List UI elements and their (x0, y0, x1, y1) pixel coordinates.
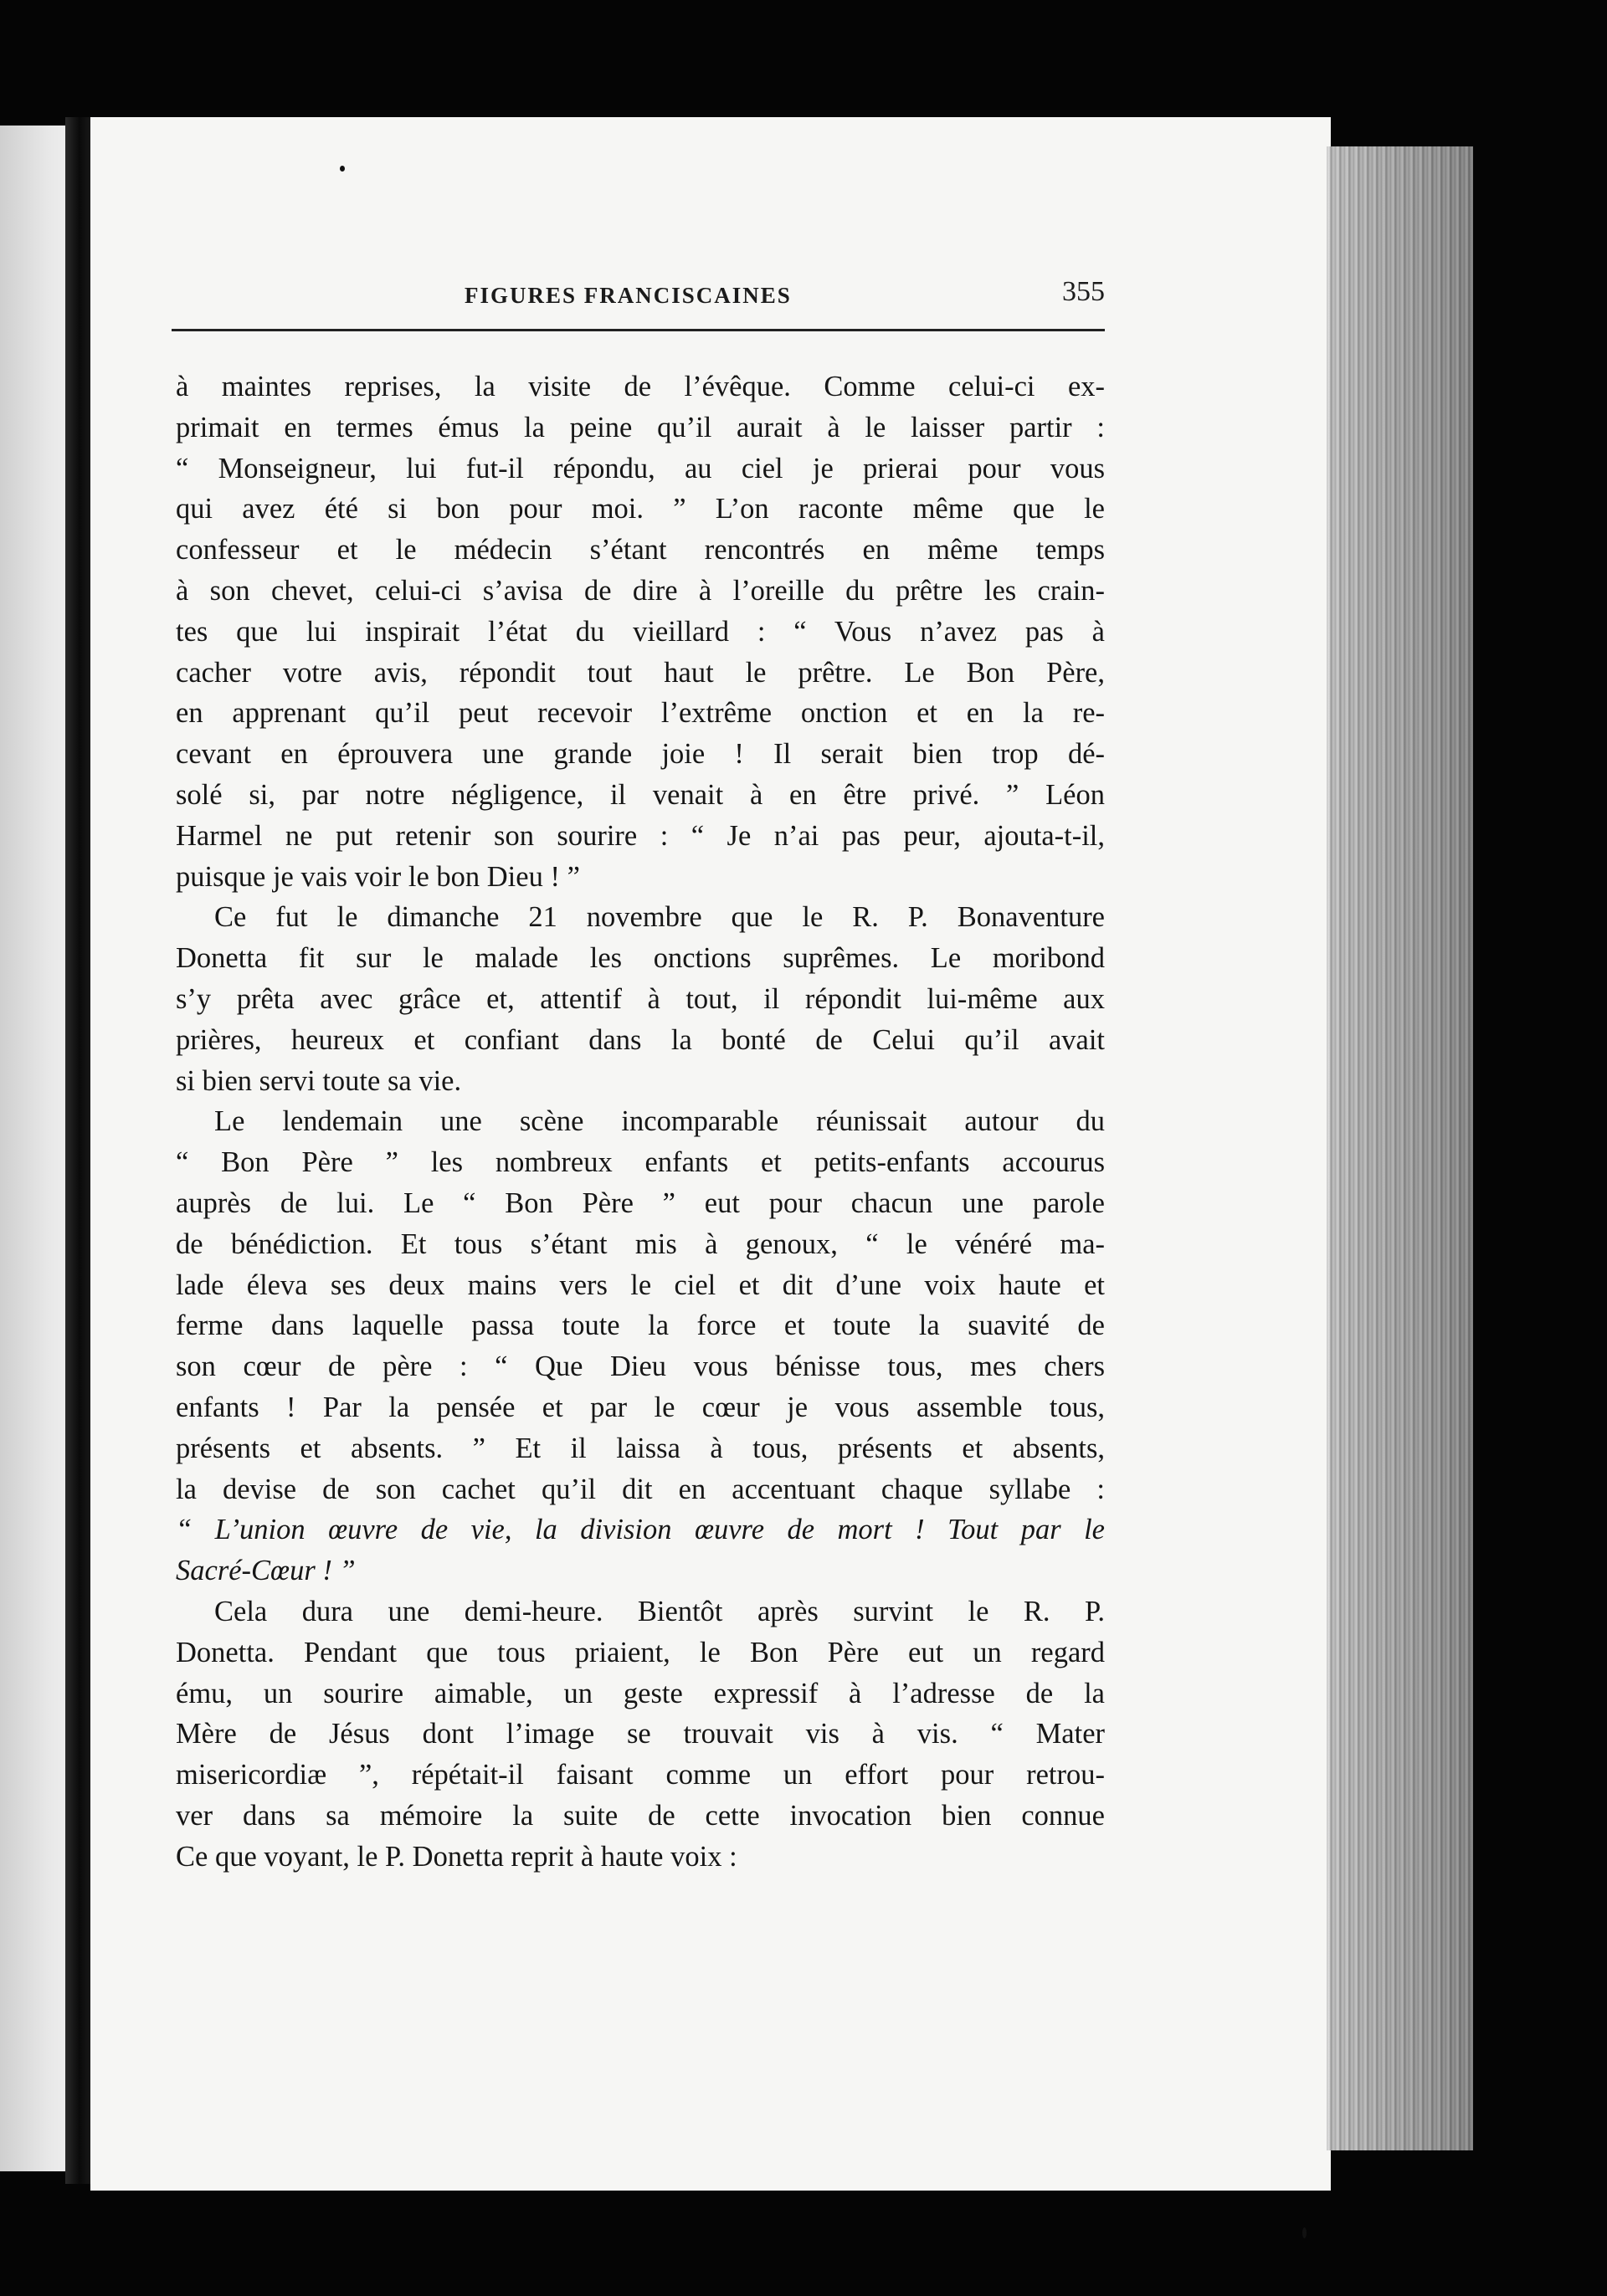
text-line: la devise de son cachet qu’il dit en accentuant chaque syllabe : (176, 1473, 1105, 1505)
text-line: à maintes reprises, la visite de l’évêque. Comme celui-ci ex- (176, 371, 1105, 402)
text-line (176, 1550, 1105, 1591)
text-line: en apprenant qu’il peut recevoir l’extrême onction et en la re- (176, 697, 1105, 730)
text-line: confesseur et le médecin s’étant rencontrés en même temps (176, 534, 1105, 566)
text-line: auprès de lui. Le “ Bon Père ” eut pour chacun une parole (176, 1186, 1105, 1219)
text-line: “ Monseigneur, lui fut-il répondu, au ciel je prierai pour vous (176, 452, 1105, 484)
text-line: Mère de Jésus dont l’image se trouvait vis à vis. “ Mater (176, 1718, 1105, 1750)
text-line: ému, un sourire aimable, un geste expressif à l’adresse de la (176, 1677, 1105, 1709)
text-line: solé si, par notre négligence, il venait à en être privé. ” Léon (176, 778, 1105, 811)
text-line: Cela dura une demi-heure. Bientôt après survint le R. P. (214, 1595, 1105, 1627)
motto-italic: “ L’union œuvre de vie, la division œuvre de mort ! Tout par le (176, 1514, 1105, 1546)
body-text (176, 366, 1105, 1877)
text-line: à son chevet, celui-ci s’avisa de dire à l’oreille du prêtre les crain- (176, 574, 1105, 607)
text-line: primait en termes émus la peine qu’il aurait à le laisser partir : (176, 411, 1105, 443)
text-line: Harmel ne put retenir son sourire : “ Je n’ai pas peur, ajouta-t-il, (176, 819, 1105, 852)
text-line: lade éleva ses deux mains vers le ciel et dit d’une voix haute et (176, 1268, 1105, 1301)
text-line: prières, heureux et confiant dans la bonté de Celui qu’il avait (176, 1023, 1105, 1056)
text-line: qui avez été si bon pour moi. ” L’on raconte même que le (176, 493, 1105, 525)
text-line (176, 1509, 1105, 1550)
page-header (172, 276, 1105, 318)
motto-italic: Sacré-Cœur ! ” (176, 1555, 356, 1587)
text-line: Ce fut le dimanche 21 novembre que le R. P. Bonaventure (214, 901, 1105, 934)
text-line: cacher votre avis, répondit tout haut le prêtre. Le Bon Père, (176, 656, 1105, 689)
text-line: s’y prêta avec grâce et, attentif à tout, il répondit lui-même aux (176, 982, 1105, 1015)
running-title: FIGURES FRANCISCAINES (465, 283, 792, 308)
text-line: présents et absents. ” Et il laissa à tous, présents et absents, (176, 1432, 1105, 1464)
text-line: Donetta fit sur le malade les onctions suprêmes. Le moribond (176, 942, 1105, 975)
text-line: Le lendemain une scène incomparable réunissait autour du (214, 1105, 1105, 1138)
speck (1302, 2227, 1307, 2238)
page-edges (1327, 146, 1473, 2150)
text-line: si bien servi toute sa vie. (176, 1064, 462, 1097)
text-line: puisque je vais voir le bon Dieu ! ” (176, 860, 580, 893)
text-line: “ Bon Père ” les nombreux enfants et petits-enfants accourus (176, 1146, 1105, 1179)
speck (340, 166, 345, 172)
text-line: Donetta. Pendant que tous priaient, le Bon Père eut un regard (176, 1636, 1105, 1668)
text-line: ferme dans laquelle passa toute la force et toute la suavité de (176, 1309, 1105, 1342)
text-line: cevant en éprouvera une grande joie ! Il serait bien trop dé- (176, 738, 1105, 771)
text-line: enfants ! Par la pensée et par le cœur je vous assemble tous, (176, 1391, 1105, 1423)
header-rule (172, 329, 1105, 331)
text-line: de bénédiction. Et tous s’étant mis à genoux, “ le vénéré ma- (176, 1227, 1105, 1260)
text-line: Ce que voyant, le P. Donetta reprit à haute voix : (176, 1840, 737, 1873)
page-number: 355 (1062, 276, 1105, 307)
text-line: son cœur de père : “ Que Dieu vous bénisse tous, mes chers (176, 1350, 1105, 1383)
book-gutter (65, 117, 94, 2184)
text-line: ver dans sa mémoire la suite de cette invocation bien connue (176, 1799, 1105, 1832)
text-line: tes que lui inspirait l’état du vieillard : “ Vous n’avez pas à (176, 615, 1105, 648)
text-line: misericordiæ ”, répétait-il faisant comme un effort pour retrou- (176, 1759, 1105, 1791)
